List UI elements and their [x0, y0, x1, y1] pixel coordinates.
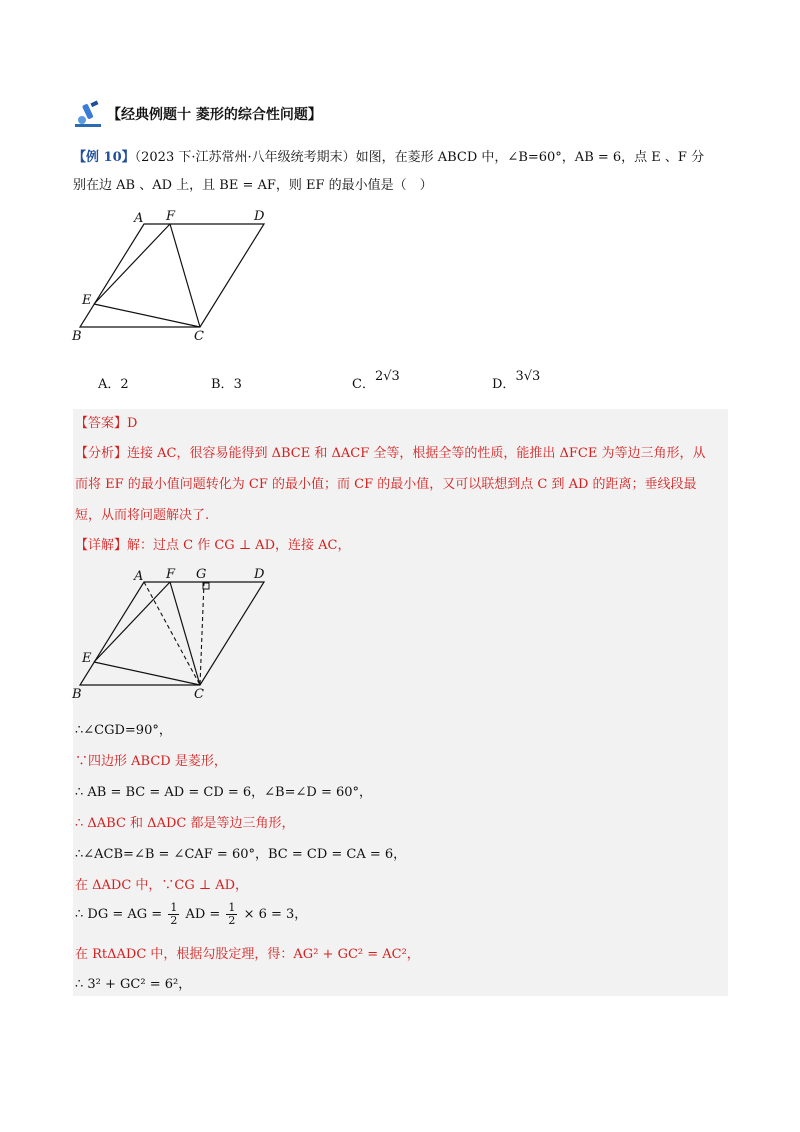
- option-b: B．3: [211, 377, 242, 392]
- label2-E: E: [82, 651, 92, 666]
- label-E: E: [82, 293, 92, 308]
- step-6: 在 ΔADC 中，∵CG ⊥ AD，: [75, 878, 249, 893]
- label2-G: G: [196, 567, 207, 582]
- label-A: A: [134, 211, 144, 226]
- detail-intro: 【详解】解：过点 C 作 CG ⊥ AD，连接 AC，: [75, 538, 351, 553]
- label2-F: F: [166, 567, 176, 582]
- label-D: D: [254, 209, 265, 224]
- step-1: ∴∠CGD=90°，: [75, 723, 172, 738]
- step-3: ∴ AB = BC = AD = CD = 6，∠B=∠D = 60°，: [75, 785, 373, 800]
- problem-line-1: 【例 10】（2023 下·江苏常州·八年级统考期末）如图，在菱形 ABCD 中，∠B=60°，AB = 6，点 E 、F 分: [73, 150, 705, 165]
- analysis-line-3: 短，从而将问题解决了.: [75, 508, 210, 523]
- label2-B: B: [72, 687, 82, 702]
- step-fraction: ∴ DG = AG = $\frac{1}{2}$ AD = $\frac{1}{2}$ × 6 = 3，: [75, 901, 308, 927]
- option-c: C．2√3: [352, 369, 400, 392]
- problem-line-2: 别在边 AB 、AD 上，且 BE = AF，则 EF 的最小值是（ ）: [73, 178, 433, 193]
- section-header: [73, 100, 322, 128]
- rhombus-figure-2: [68, 564, 278, 706]
- option-d: D．3√3: [492, 369, 541, 392]
- label2-A: A: [134, 569, 144, 584]
- step-5: ∴∠ACB=∠B = ∠CAF = 60°，BC = CD = CA = 6，: [75, 847, 407, 862]
- section-title: 【经典例题十 菱形的综合性问题】: [107, 107, 322, 123]
- step-8: ∴ 3² + GC² = 6²，: [75, 977, 192, 992]
- label-C: C: [194, 329, 204, 344]
- fraction-half-1: $\frac{1}{2}$: [170, 901, 178, 927]
- analysis-line-2: 而将 EF 的最小值问题转化为 CF 的最小值；而 CF 的最小值，又可以联想到点 C 到 AD 的距离；垂线段最: [75, 477, 697, 492]
- label-F: F: [166, 209, 176, 224]
- step-2: ∵四边形 ABCD 是菱形，: [75, 754, 227, 769]
- step-4: ∴ ΔABC 和 ΔADC 都是等边三角形，: [75, 816, 295, 831]
- step-7: 在 RtΔADC 中，根据勾股定理，得：AG² + GC² = AC²，: [75, 947, 420, 962]
- example-tag: 【例 10】: [73, 150, 135, 165]
- label2-C: C: [194, 687, 204, 702]
- microscope-icon: [73, 100, 103, 128]
- option-a: A．2: [98, 377, 129, 392]
- answer-line: 【答案】D: [75, 416, 138, 431]
- analysis-line-1: 【分析】连接 AC，很容易能得到 ΔBCE 和 ΔACF 全等，根据全等的性质，能推出 ΔFCE 为等边三角形，从: [75, 446, 706, 461]
- fraction-half-2: $\frac{1}{2}$: [228, 901, 236, 927]
- label-B: B: [72, 329, 82, 344]
- rhombus-figure-1: [68, 206, 278, 346]
- label2-D: D: [254, 567, 265, 582]
